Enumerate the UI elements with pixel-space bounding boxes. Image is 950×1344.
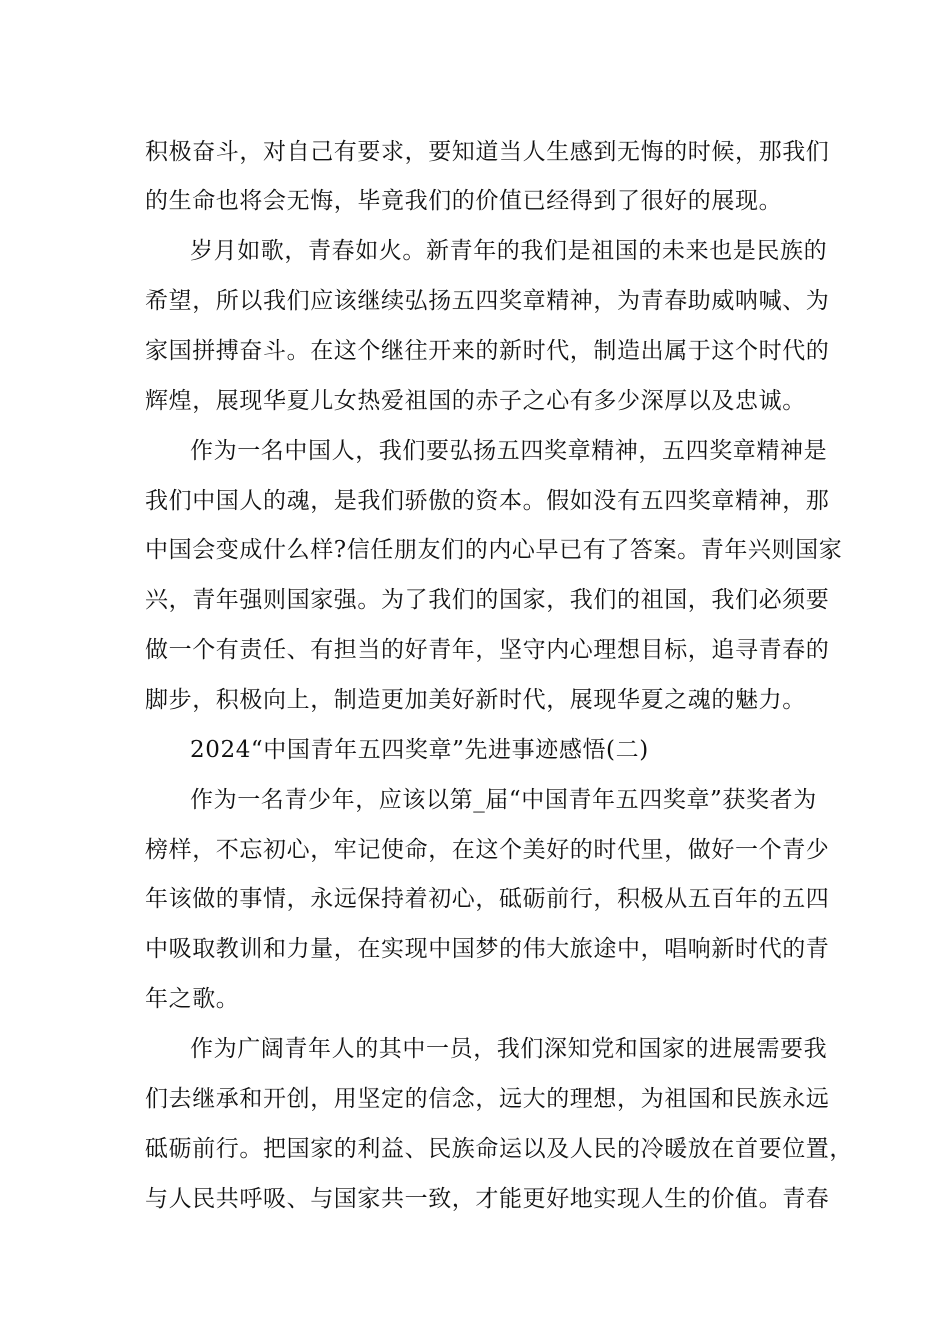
text-line: 辉煌，展现华夏儿女热爱祖国的赤子之心有多少深厚以及忠诚。 <box>145 388 806 414</box>
text-line: 年该做的事情，永远保持着初心，砥砺前行，积极从五百年的五四 <box>145 886 830 912</box>
text-line: 的生命也将会无悔，毕竟我们的价值已经得到了很好的展现。 <box>145 188 783 214</box>
text-line: 榜样，不忘初心，牢记使命，在这个美好的时代里，做好一个青少 <box>145 837 830 863</box>
text-line: 中国会变成什么样?信任朋友们的内心早已有了答案。青年兴则国家 <box>145 537 843 563</box>
text-line: 做一个有责任、有担当的好青年，坚守内心理想目标，追寻青春的 <box>145 637 830 663</box>
text-line: 与人民共呼吸、与国家共一致，才能更好地实现人生的价值。青春 <box>145 1186 830 1212</box>
text-line: 家国拼搏奋斗。在这个继往开来的新时代，制造出属于这个时代的 <box>145 338 830 364</box>
text-line: 积极奋斗，对自己有要求，要知道当人生感到无悔的时候，那我们 <box>145 139 830 165</box>
paragraph-first-line: 作为一名青少年，应该以第_届“中国青年五四奖章”获奖者为 <box>190 787 817 813</box>
text-line: 中吸取教训和力量，在实现中国梦的伟大旅途中，唱响新时代的青 <box>145 936 830 962</box>
paragraph-first-line: 作为一名中国人，我们要弘扬五四奖章精神，五四奖章精神是 <box>190 438 828 464</box>
text-line: 希望，所以我们应该继续弘扬五四奖章精神，为青春助威呐喊、为 <box>145 288 830 314</box>
section-heading: 2024“中国青年五四奖章”先进事迹感悟(二) <box>190 737 649 763</box>
text-line: 砥砺前行。把国家的利益、民族命运以及人民的冷暖放在首要位置， <box>145 1136 853 1162</box>
text-line: 们去继承和开创，用坚定的信念，远大的理想，为祖国和民族永远 <box>145 1086 830 1112</box>
text-line: 年之歌。 <box>145 986 240 1012</box>
text-line: 兴，青年强则国家强。为了我们的国家，我们的祖国，我们必须要 <box>145 587 830 613</box>
text-line: 脚步，积极向上，制造更加美好新时代，展现华夏之魂的魅力。 <box>145 687 806 713</box>
paragraph-first-line: 岁月如歌，青春如火。新青年的我们是祖国的未来也是民族的 <box>190 238 828 264</box>
paragraph-first-line: 作为广阔青年人的其中一员，我们深知党和国家的进展需要我 <box>190 1036 828 1062</box>
text-line: 我们中国人的魂，是我们骄傲的资本。假如没有五四奖章精神，那 <box>145 488 830 514</box>
